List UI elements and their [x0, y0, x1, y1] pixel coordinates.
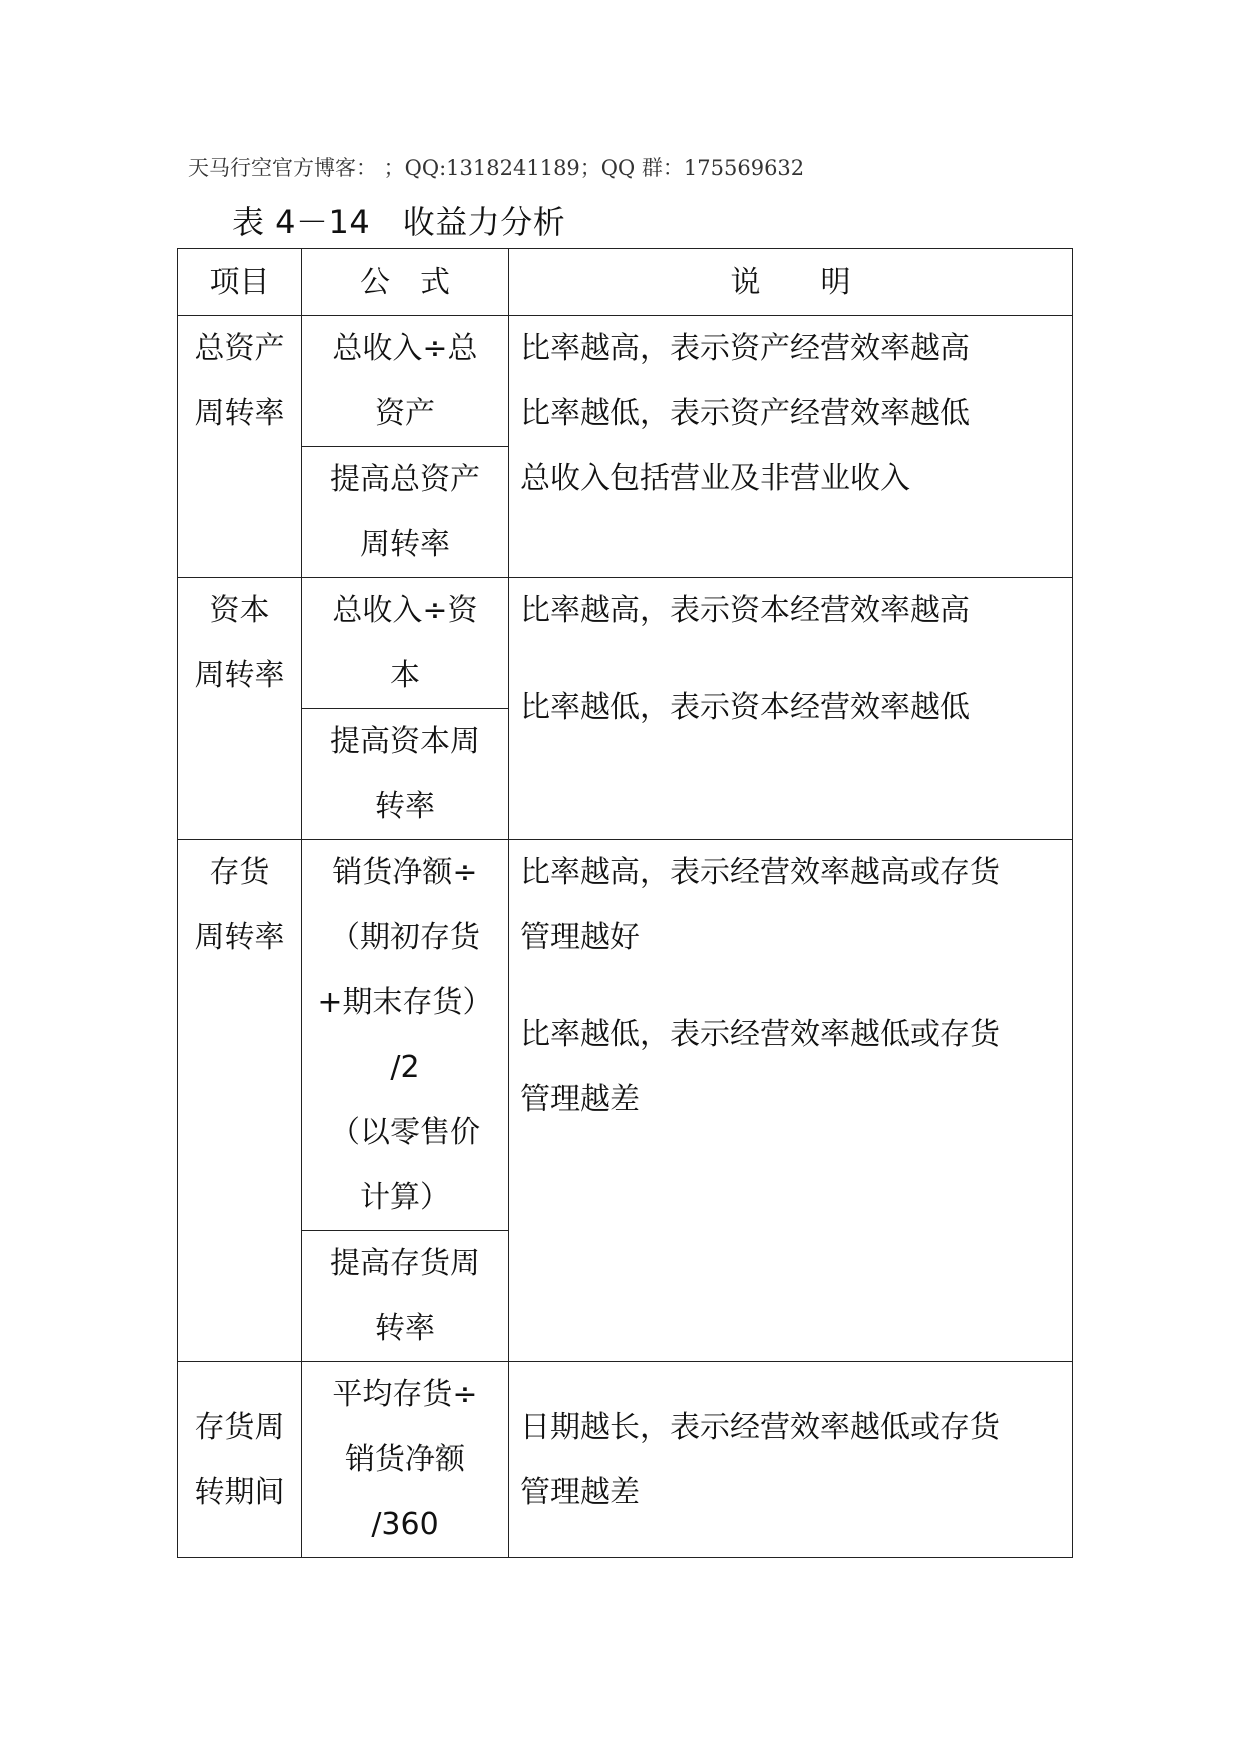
item-cell — [178, 840, 302, 1362]
description-cell — [509, 1362, 1073, 1558]
formula-line: /360 — [371, 1507, 439, 1542]
item-cell — [178, 1362, 302, 1558]
table-header-row — [178, 249, 1073, 316]
formula-line: （期初存货 — [330, 920, 480, 955]
table-row — [178, 578, 1073, 709]
goal-line: 提高总资产 — [330, 462, 480, 497]
description-cell — [509, 316, 1073, 578]
description-line: 管理越差 — [520, 1082, 640, 1117]
page-header-line: 天马行空官方博客： ；QQ:1318241189；QQ 群：175569632 — [188, 156, 805, 180]
goal-line: 转率 — [375, 789, 435, 824]
description-line: 管理越差 — [520, 1474, 640, 1510]
formula-cell — [302, 840, 509, 1231]
formula-cell — [302, 316, 509, 447]
description-line: 总收入包括营业及非营业收入 — [520, 461, 910, 496]
item-line: 资本 — [209, 593, 270, 628]
profitability-analysis-table — [177, 248, 1073, 1558]
formula-line: （以零售价 — [330, 1115, 480, 1150]
formula-line: /2 — [390, 1050, 420, 1085]
table-row — [178, 840, 1073, 1231]
description-line: 比率越高，表示经营效率越高或存货 — [520, 855, 1000, 890]
item-line: 存货周 — [194, 1409, 285, 1445]
goal-cell — [302, 447, 509, 578]
table-caption: 表 4－14 收益力分析 — [232, 203, 566, 241]
table-row — [178, 316, 1073, 447]
table-row — [178, 1362, 1073, 1558]
formula-line: 计算） — [360, 1180, 450, 1215]
goal-line: 周转率 — [360, 527, 450, 562]
item-line: 周转率 — [194, 658, 285, 693]
description-line: 比率越低，表示经营效率越低或存货 — [520, 1017, 1000, 1052]
description-line: 比率越高，表示资本经营效率越高 — [520, 593, 970, 628]
formula-line: 本 — [390, 658, 420, 693]
item-line: 存货 — [209, 855, 270, 890]
formula-cell — [302, 1362, 509, 1558]
formula-line: +期末存货） — [317, 985, 493, 1020]
goal-line: 转率 — [375, 1311, 435, 1346]
goal-cell — [302, 1231, 509, 1362]
description-line: 比率越高，表示资产经营效率越高 — [520, 331, 970, 366]
header-formula: 公 式 — [302, 249, 509, 316]
item-line: 转期间 — [194, 1474, 285, 1510]
description-line: 管理越好 — [520, 920, 640, 955]
formula-line: 资产 — [375, 396, 435, 431]
goal-line: 提高存货周 — [330, 1246, 480, 1281]
item-cell — [178, 578, 302, 840]
description-line: 比率越低，表示资产经营效率越低 — [520, 396, 970, 431]
formula-line: 平均存货÷ — [332, 1377, 478, 1412]
formula-cell — [302, 578, 509, 709]
formula-line: 总收入÷资 — [332, 593, 478, 628]
item-cell — [178, 316, 302, 578]
formula-line: 销货净额 — [345, 1442, 465, 1477]
description-line: 日期越长，表示经营效率越低或存货 — [520, 1409, 1000, 1445]
item-line: 总资产 — [194, 331, 285, 366]
description-line: 比率越低，表示资本经营效率越低 — [520, 690, 970, 725]
goal-line: 提高资本周 — [330, 724, 480, 759]
goal-cell — [302, 709, 509, 840]
item-line: 周转率 — [194, 396, 285, 431]
header-item: 项目 — [178, 249, 302, 316]
description-cell — [509, 840, 1073, 1362]
item-line: 周转率 — [194, 920, 285, 955]
formula-line: 销货净额÷ — [332, 855, 478, 890]
description-cell — [509, 578, 1073, 840]
header-description: 说 明 — [509, 249, 1073, 316]
formula-line: 总收入÷总 — [332, 331, 478, 366]
